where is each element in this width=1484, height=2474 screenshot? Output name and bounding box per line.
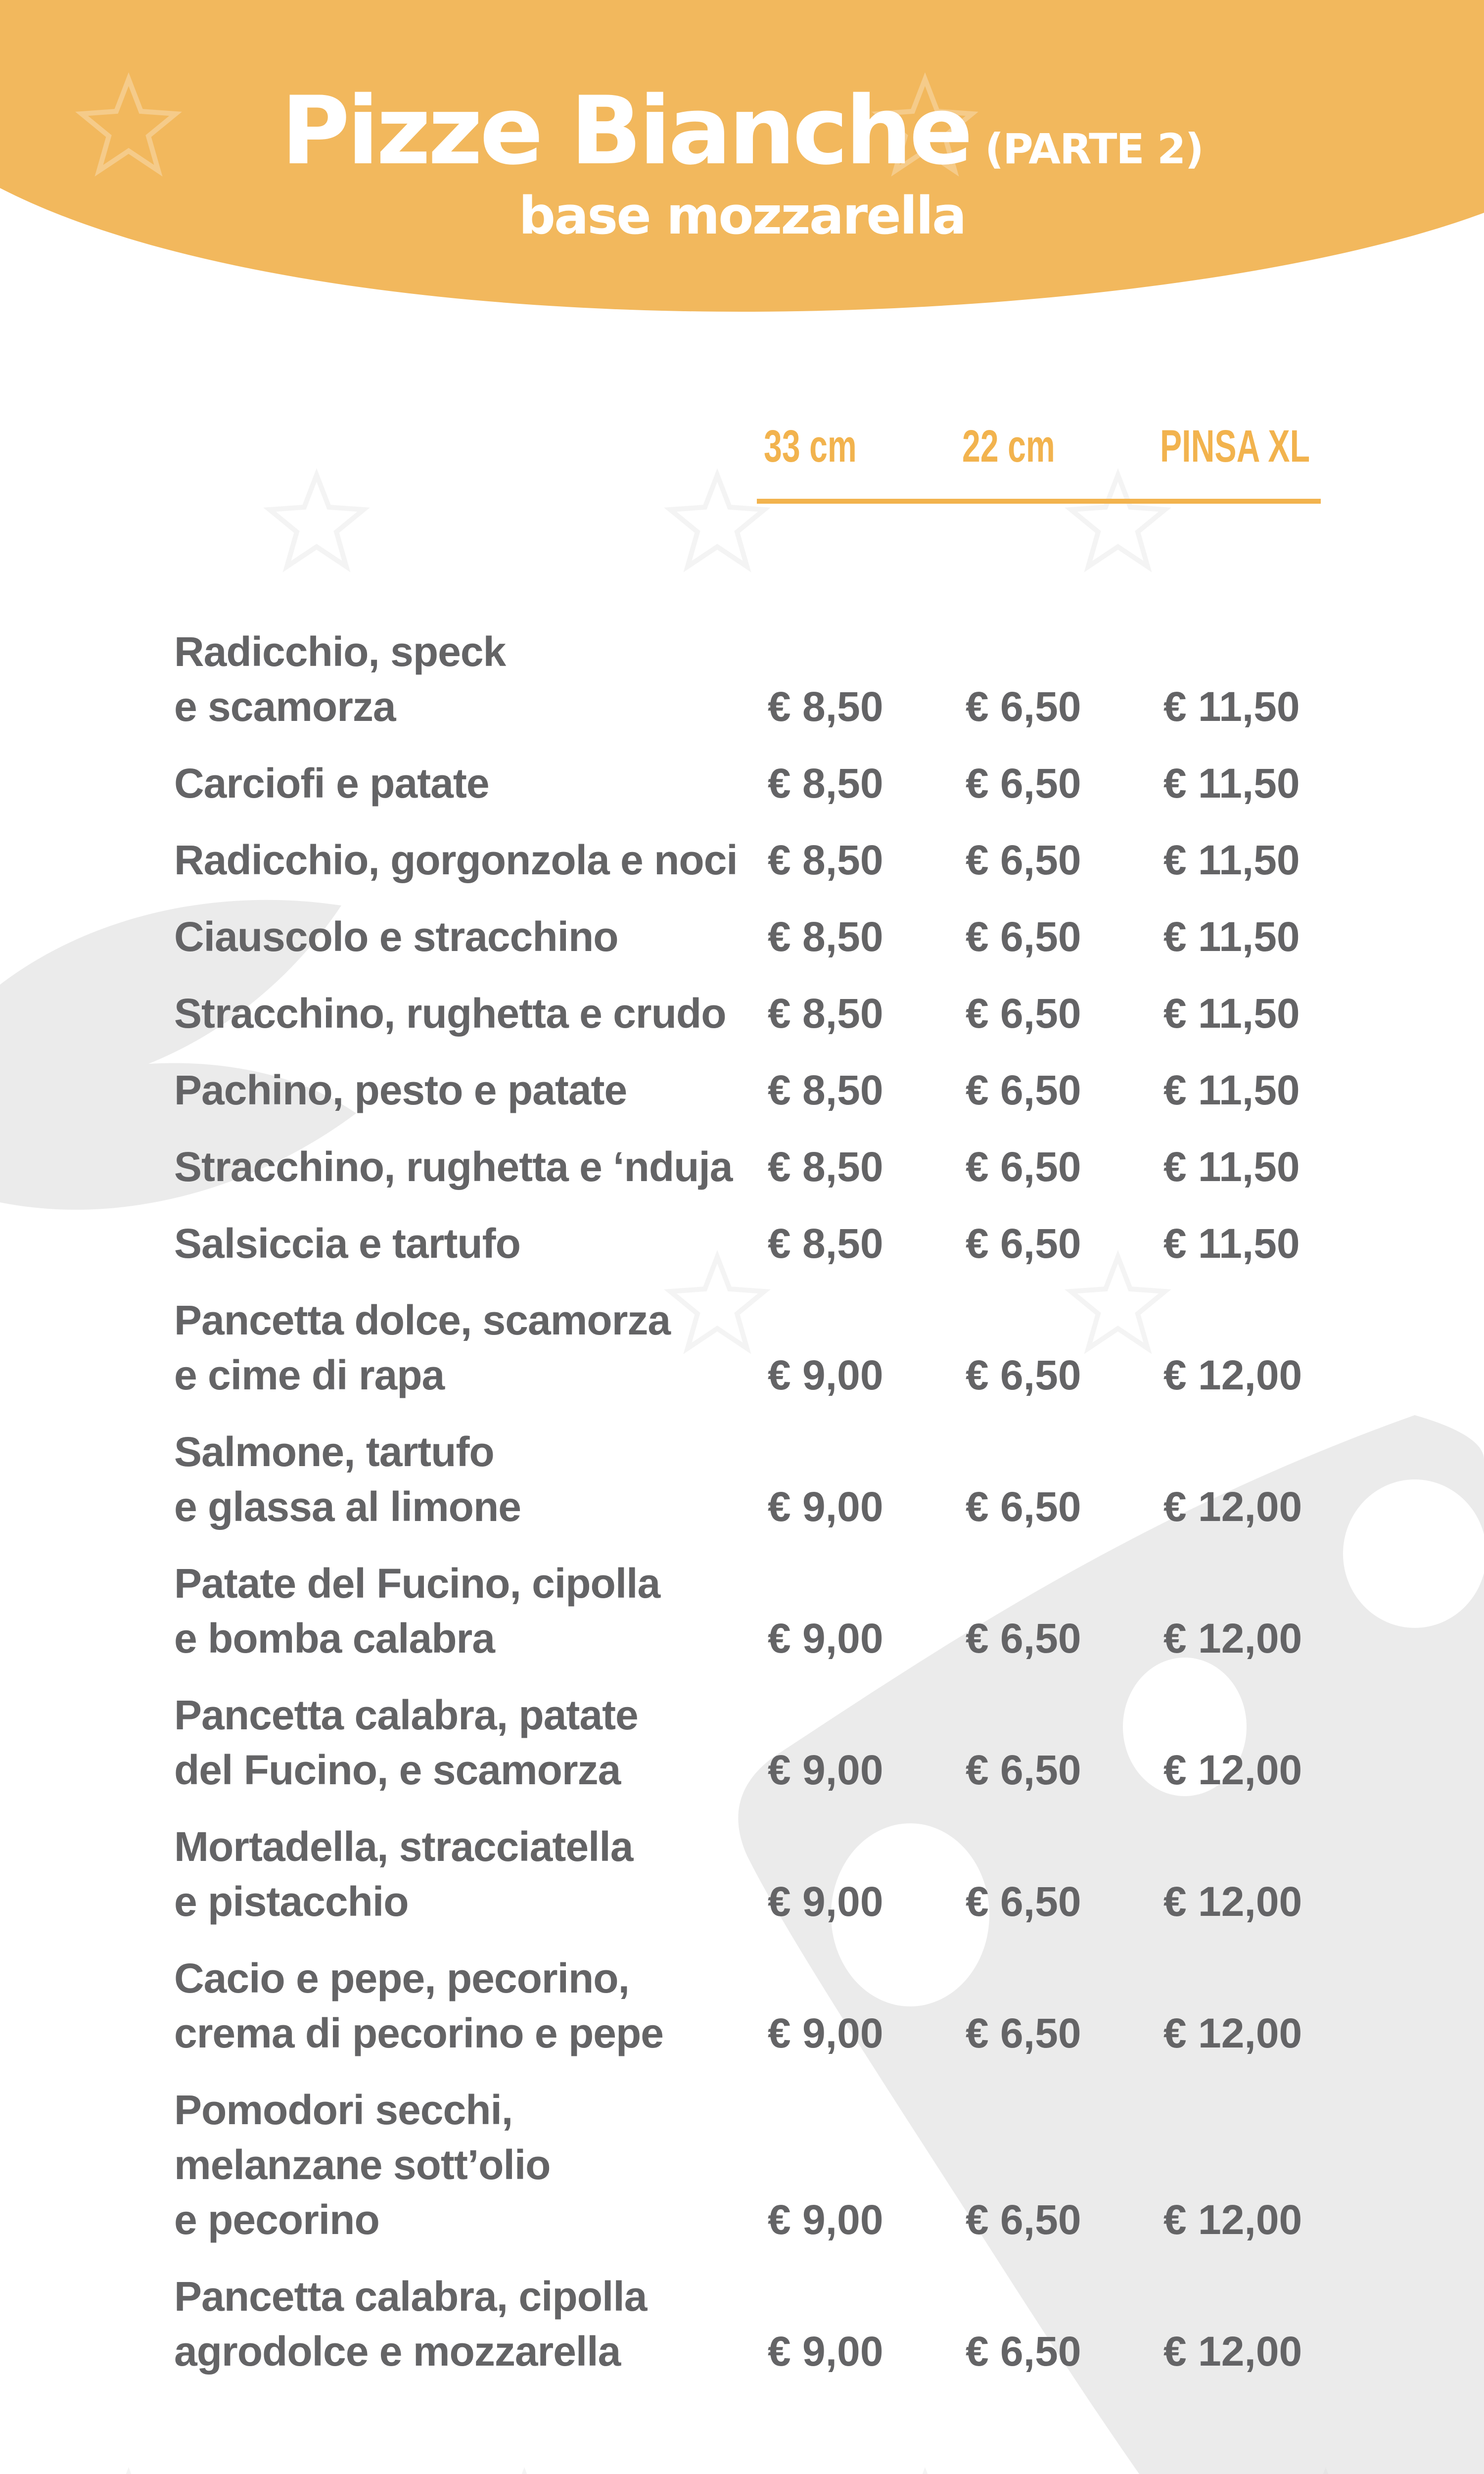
menu-item-name: Pancetta calabra, cipolla agrodolce e mozzarella (174, 2273, 647, 2375)
price-22cm: € 6,50 (966, 2196, 1081, 2243)
watermark-logo (1266, 2464, 1385, 2474)
title-line (0, 76, 1484, 186)
restaurant-guru-logo-icon (69, 2464, 188, 2474)
price-pinsa-xl: € 11,50 (1163, 990, 1300, 1037)
menu-header (0, 76, 1484, 246)
menu-item-name: Stracchino, rughetta e ‘nduja (174, 1143, 733, 1190)
price-column-headers (757, 421, 1321, 505)
price-33cm: € 8,50 (768, 1143, 883, 1190)
price-22cm: € 6,50 (966, 1067, 1081, 1113)
watermark-logo (257, 465, 376, 586)
price-22cm: € 6,50 (966, 837, 1081, 883)
price-pinsa-xl: € 11,50 (1163, 913, 1300, 960)
watermark-logo (465, 2464, 584, 2474)
price-33cm: € 9,00 (768, 2010, 883, 2056)
price-22cm: € 6,50 (966, 760, 1081, 807)
price-22cm: € 6,50 (966, 1747, 1081, 1793)
menu-item (174, 833, 1361, 888)
price-pinsa-xl: € 12,00 (1163, 1878, 1302, 1925)
menu-item (174, 2083, 1361, 2247)
restaurant-guru-logo-icon (866, 2464, 984, 2474)
price-33cm: € 8,50 (768, 1220, 883, 1267)
menu-item (174, 986, 1361, 1041)
price-22cm: € 6,50 (966, 2328, 1081, 2375)
price-33cm: € 8,50 (768, 913, 883, 960)
menu-item-name: Cacio e pepe, pecorino, crema di pecorino e pepe (174, 1955, 664, 2056)
menu-item-name: Carciofi e patate (174, 760, 489, 807)
price-22cm: € 6,50 (966, 1220, 1081, 1267)
price-pinsa-xl: € 11,50 (1163, 683, 1300, 730)
price-22cm: € 6,50 (966, 913, 1081, 960)
menu-item (174, 1293, 1361, 1403)
menu-item-name: Mortadella, stracciatella e pistacchio (174, 1823, 633, 1925)
menu-item (174, 1819, 1361, 1929)
price-33cm: € 9,00 (768, 1352, 883, 1398)
restaurant-guru-logo-icon (1266, 2464, 1385, 2474)
menu-item (174, 909, 1361, 964)
menu-item (174, 1140, 1361, 1194)
menu-item (174, 1425, 1361, 1534)
price-33cm: € 9,00 (768, 1615, 883, 1662)
price-pinsa-xl: € 12,00 (1163, 1352, 1302, 1398)
page-subtitle: base mozzarella (518, 186, 966, 246)
price-33cm: € 9,00 (768, 2328, 883, 2375)
menu-item-name: Pancetta calabra, patate del Fucino, e scamorza (174, 1692, 638, 1793)
menu-item-name: Pachino, pesto e patate (174, 1067, 627, 1113)
price-33cm: € 8,50 (768, 990, 883, 1037)
price-22cm: € 6,50 (966, 1483, 1081, 1530)
price-pinsa-xl: € 12,00 (1163, 2328, 1302, 2375)
menu-item-name: Pancetta dolce, scamorza e cime di rapa (174, 1297, 671, 1398)
price-pinsa-xl: € 12,00 (1163, 1747, 1302, 1793)
price-22cm: € 6,50 (966, 1878, 1081, 1925)
menu-item-name: Stracchino, rughetta e crudo (174, 990, 726, 1037)
price-33cm: € 8,50 (768, 837, 883, 883)
restaurant-guru-logo-icon (465, 2464, 584, 2474)
price-22cm: € 6,50 (966, 1615, 1081, 1662)
price-22cm: € 6,50 (966, 2010, 1081, 2056)
price-22cm: € 6,50 (966, 683, 1081, 730)
column-header-underline (757, 499, 1321, 504)
menu-item-name: Radicchio, speck e scamorza (174, 628, 506, 730)
pizza-hole-1 (1343, 1479, 1484, 1628)
price-33cm: € 8,50 (768, 760, 883, 807)
price-pinsa-xl: € 12,00 (1163, 2196, 1302, 2243)
page-title: Pizze Bianche (281, 76, 970, 186)
price-pinsa-xl: € 11,50 (1163, 1067, 1300, 1113)
price-pinsa-xl: € 11,50 (1163, 837, 1300, 883)
column-header-33cm: 33 cm (764, 421, 857, 472)
menu-item (174, 1556, 1361, 1666)
price-pinsa-xl: € 11,50 (1163, 760, 1300, 807)
price-22cm: € 6,50 (966, 1143, 1081, 1190)
price-pinsa-xl: € 11,50 (1163, 1143, 1300, 1190)
menu-item (174, 2269, 1361, 2379)
menu-item-name: Pomodori secchi, melanzane sott’olio e pecorino (174, 2087, 551, 2243)
price-pinsa-xl: € 12,00 (1163, 1483, 1302, 1530)
price-33cm: € 8,50 (768, 1067, 883, 1113)
column-header-22cm: 22 cm (962, 421, 1055, 472)
price-pinsa-xl: € 11,50 (1163, 1220, 1300, 1267)
menu-item (174, 756, 1361, 811)
menu-item (174, 1951, 1361, 2061)
price-22cm: € 6,50 (966, 990, 1081, 1037)
price-pinsa-xl: € 12,00 (1163, 1615, 1302, 1662)
price-33cm: € 9,00 (768, 2196, 883, 2243)
price-33cm: € 9,00 (768, 1878, 883, 1925)
menu-item-name: Salmone, tartufo e glassa al limone (174, 1428, 521, 1530)
menu-item (174, 1216, 1361, 1271)
menu-list (174, 624, 1361, 2401)
price-33cm: € 8,50 (768, 683, 883, 730)
title-part-label: (PARTE 2) (984, 125, 1203, 173)
menu-item (174, 624, 1361, 734)
menu-item (174, 1688, 1361, 1798)
price-33cm: € 9,00 (768, 1747, 883, 1793)
price-33cm: € 9,00 (768, 1483, 883, 1530)
watermark-logo (866, 2464, 984, 2474)
menu-item (174, 1063, 1361, 1118)
price-22cm: € 6,50 (966, 1352, 1081, 1398)
column-header-pinsa-xl: PINSA XL (1160, 421, 1310, 472)
menu-item-name: Patate del Fucino, cipolla e bomba calabra (174, 1560, 660, 1662)
restaurant-guru-logo-icon (257, 465, 376, 584)
menu-item-name: Ciauscolo e stracchino (174, 913, 618, 960)
price-pinsa-xl: € 12,00 (1163, 2010, 1302, 2056)
watermark-logo (69, 2464, 188, 2474)
menu-item-name: Radicchio, gorgonzola e noci (174, 837, 738, 883)
menu-item-name: Salsiccia e tartufo (174, 1220, 520, 1267)
